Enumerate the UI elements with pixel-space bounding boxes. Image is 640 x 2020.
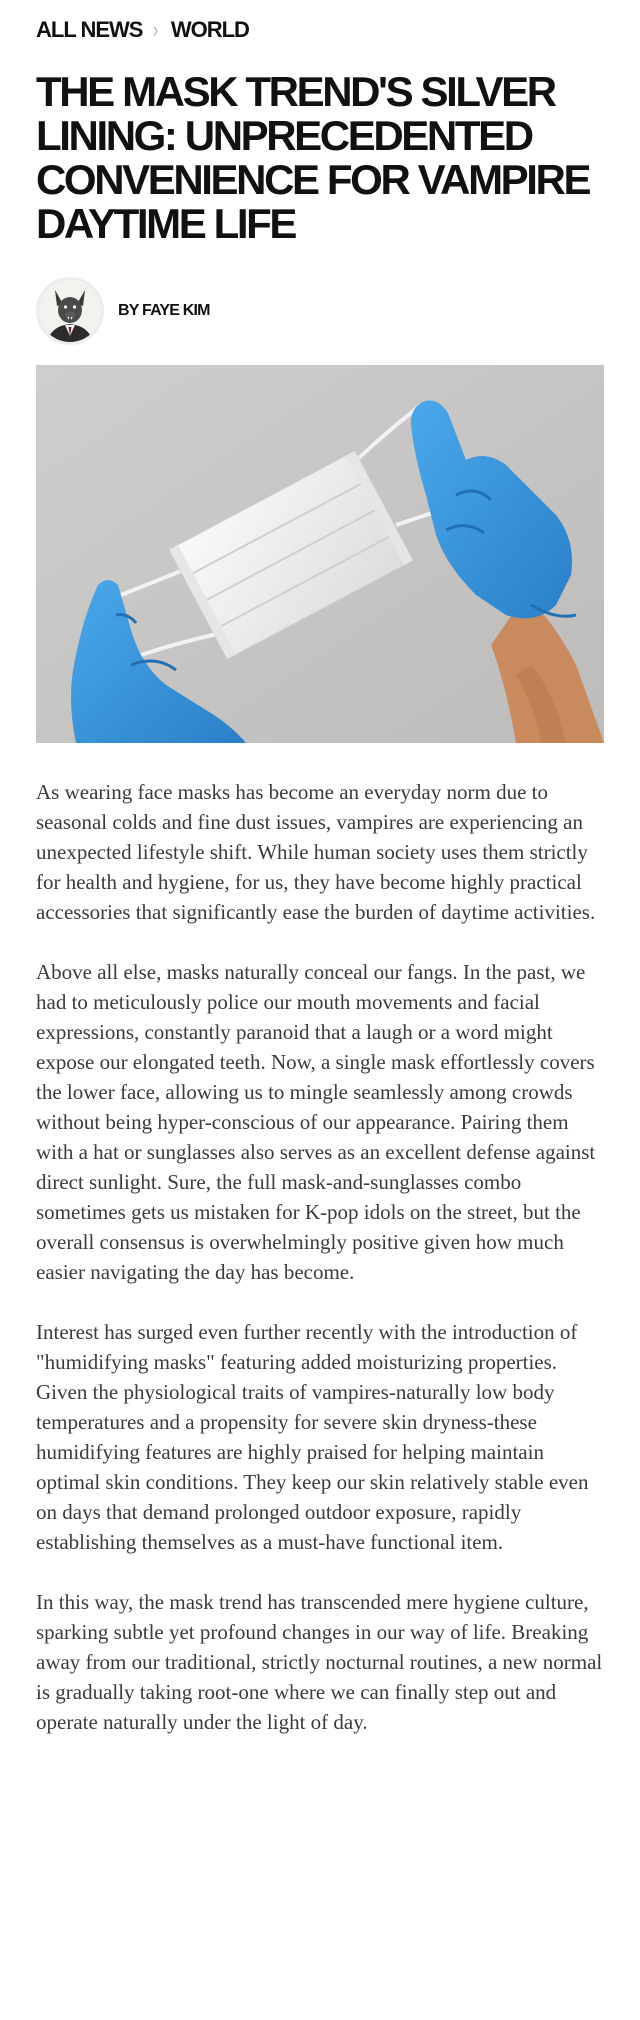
article-paragraph-4: In this way, the mask trend has transcended mere hygiene culture, sparking subtle yet profound changes in our way of life. Breaking away from our traditional, strictly nocturnal routines, a new normal is gradually taking root-one where we can finally step out and operate naturally under the light of day.	[36, 1590, 603, 1734]
article-body	[36, 777, 604, 1767]
hero-image	[36, 365, 604, 743]
breadcrumb	[36, 17, 249, 43]
breadcrumb-world[interactable]: WORLD	[170, 17, 249, 42]
bat-avatar-icon[interactable]	[36, 277, 104, 345]
article-headline: THE MASK TREND'S SILVER LINING: UNPRECEDENTED CONVENIENCE FOR VAMPIRE DAYTIME LIFE	[36, 68, 590, 247]
article-paragraph-1: As wearing face masks has become an everyday norm due to seasonal colds and fine dust issues, vampires are experiencing an unexpected lifestyle shift. While human society uses them strictly for health and hygiene, for us, they have become highly practical accessories that significantly ease the burden of daytime activities.	[36, 780, 596, 924]
byline-author[interactable]: BY FAYE KIM	[118, 302, 210, 319]
breadcrumb-all-news[interactable]: ALL NEWS	[36, 17, 143, 42]
author-byline	[36, 277, 210, 345]
chevron-right-icon: ›	[153, 17, 159, 42]
article-paragraph-2: Above all else, masks naturally conceal our fangs. In the past, we had to meticulously police our mouth movements and facial expressions, constantly paranoid that a laugh or a word might expose our elongated teeth. Now, a single mask effortlessly covers the lower face, allowing us to mingle seamlessly among crowds without being hyper-conscious of our appearance. Pairing them with a hat or sunglasses also serves as an excellent defense against direct sunlight. Sure, the full mask-and-sunglasses combo sometimes gets us mistaken for K-pop idols on the street, but the overall consensus is overwhelmingly positive given how much easier navigating the day has become.	[36, 960, 596, 1284]
article-paragraph-3: Interest has surged even further recently with the introduction of "humidifying masks" featuring added moisturizing properties. Given the physiological traits of vampires-naturally low body temperatures and a propensity for severe skin dryness-these humidifying features are highly praised for helping maintain optimal skin conditions. They keep our skin relatively stable even on days that demand prolonged outdoor exposure, rapidly establishing themselves as a must-have functional item.	[36, 1320, 589, 1554]
